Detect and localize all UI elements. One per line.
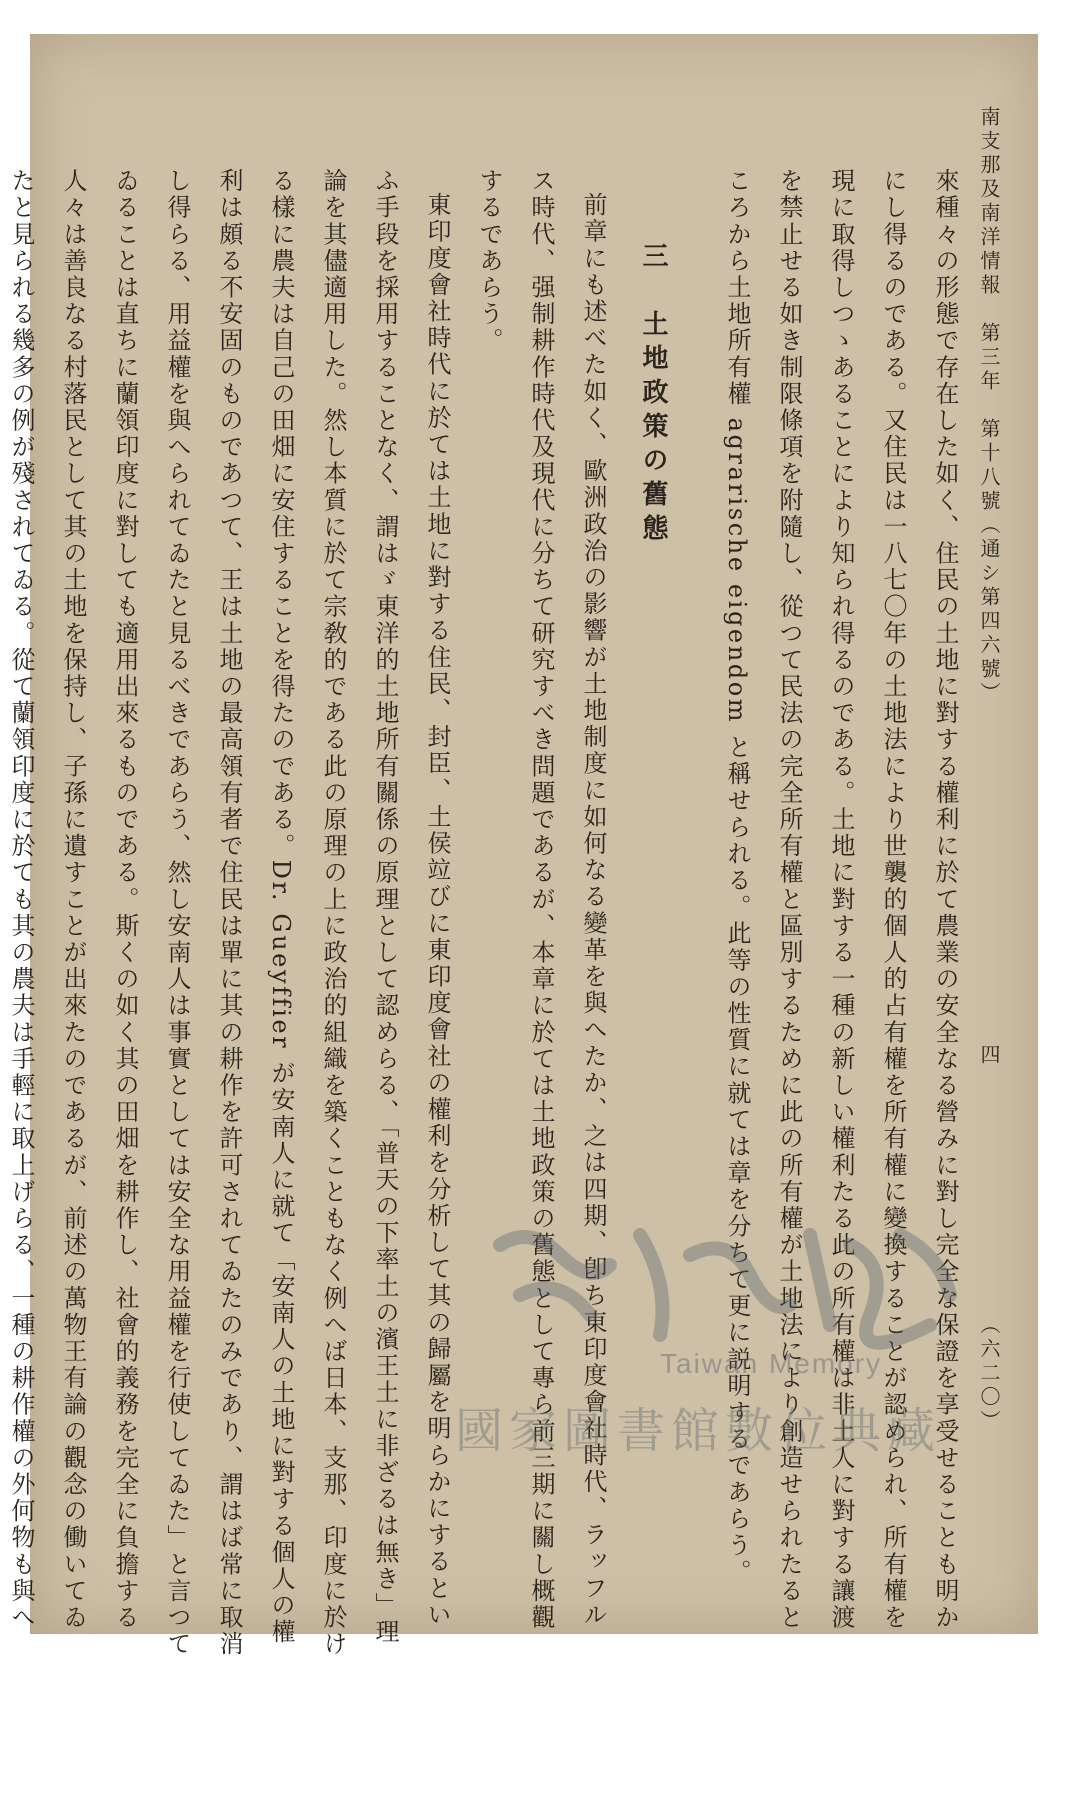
text-column: ふ手段を採用することなく、謂はゞ東洋的土地所有關係の原理として認めらる、「普天の下率土の濱王土に非ざるは無き」理: [371, 168, 399, 1646]
page-total-block: [976, 1274, 1002, 1794]
page-number: 四: [977, 1044, 1001, 1068]
journal-header: 南支那及南洋情報 第三年 第十八號（通シ第四六號）: [977, 106, 1001, 706]
watermark-brush-logo: [470, 1205, 970, 1355]
text-column: ゐることは直ちに蘭領印度に對しても適用出來るものである。斯くの如く其の田畑を耕作し、社會的義務を完全に負擔する: [111, 168, 139, 1631]
text-column: たと見られる幾多の例が殘されてゐる。從て蘭領印度に於ても其の農夫は手輕に取上げらる、一種の耕作權の外何物も與へ: [7, 168, 35, 1631]
text-column: 東印度會社時代に於ては土地に對する住民、封臣、土侯竝びに東印度會社の權利を分析して其の歸屬を明らかにするとい: [423, 192, 451, 1629]
text-column: 現に取得しつゝあることにより知られ得るのである。土地に對する一種の新しい權利たる此の所有權は非土人に對する讓渡: [827, 168, 855, 1631]
text-column: 前章にも述べた如く、歐洲政治の影響が土地制度に如何なる變革を與へたか、之は四期、卽ち東印度會社時代、ラッフル: [579, 192, 607, 1629]
text-column: するであらう。: [475, 168, 503, 355]
text-column: る樣に農夫は自己の田畑に安住することを得たのである。Dr. Gueyffier が安南人に就て「安南人の土地に對する個人の權: [267, 168, 295, 1646]
page-total: （六二〇）: [977, 1314, 1001, 1434]
text-column: 來種々の形態で存在した如く、住民の土地に對する權利に於て農業の安全なる營みに對し完全な保證を享受せることも明か: [931, 168, 959, 1631]
text-column: を禁止せる如き制限條項を附隨し、從つて民法の完全所有權と區別するために此の所有權が土地法により創造せられたると: [775, 168, 803, 1631]
text-column: 利は頗る不安固のものであつて、王は土地の最高領有者で住民は單に其の耕作を許可されてゐたのみであり、謂はば常に取消: [215, 168, 243, 1658]
text-column: し得らる、用益權を與へられてゐたと見るべきであらう、然し安南人は事實としては安全な用益權を行使してゐた」と言つて: [163, 168, 191, 1658]
watermark-latin: Taiwan Memory: [660, 1348, 883, 1379]
text-column: ス時代、强制耕作時代及現代に分ちて研究すべき問題であるが、本章に於ては土地政策の舊態として專ら前三期に關し概觀: [527, 168, 555, 1631]
text-column: 人々は善良なる村落民として其の土地を保持し、子孫に遺すことが出來たのであるが、前述の萬物王有論の觀念の働いてゐ: [59, 168, 87, 1631]
text-column: ころから土地所有權 agrarische eigendom と稱せられる。此等の性質に就ては章を分ちて更に説明するであらう。: [723, 168, 751, 1586]
section-title: 三 土地政策の舊態: [638, 242, 668, 548]
watermark-chinese: 國家圖書館數位典藏: [455, 1403, 942, 1459]
text-column: にし得るのである。又住民は一八七〇年の土地法により世襲的個人的占有權を所有權に變換することが認められ、所有權を: [879, 168, 907, 1631]
text-column: 論を其儘適用した。然し本質に於て宗敎的である此の原理の上に政治的組織を築くこともなく例へば日本、支那、印度に於け: [319, 168, 347, 1658]
